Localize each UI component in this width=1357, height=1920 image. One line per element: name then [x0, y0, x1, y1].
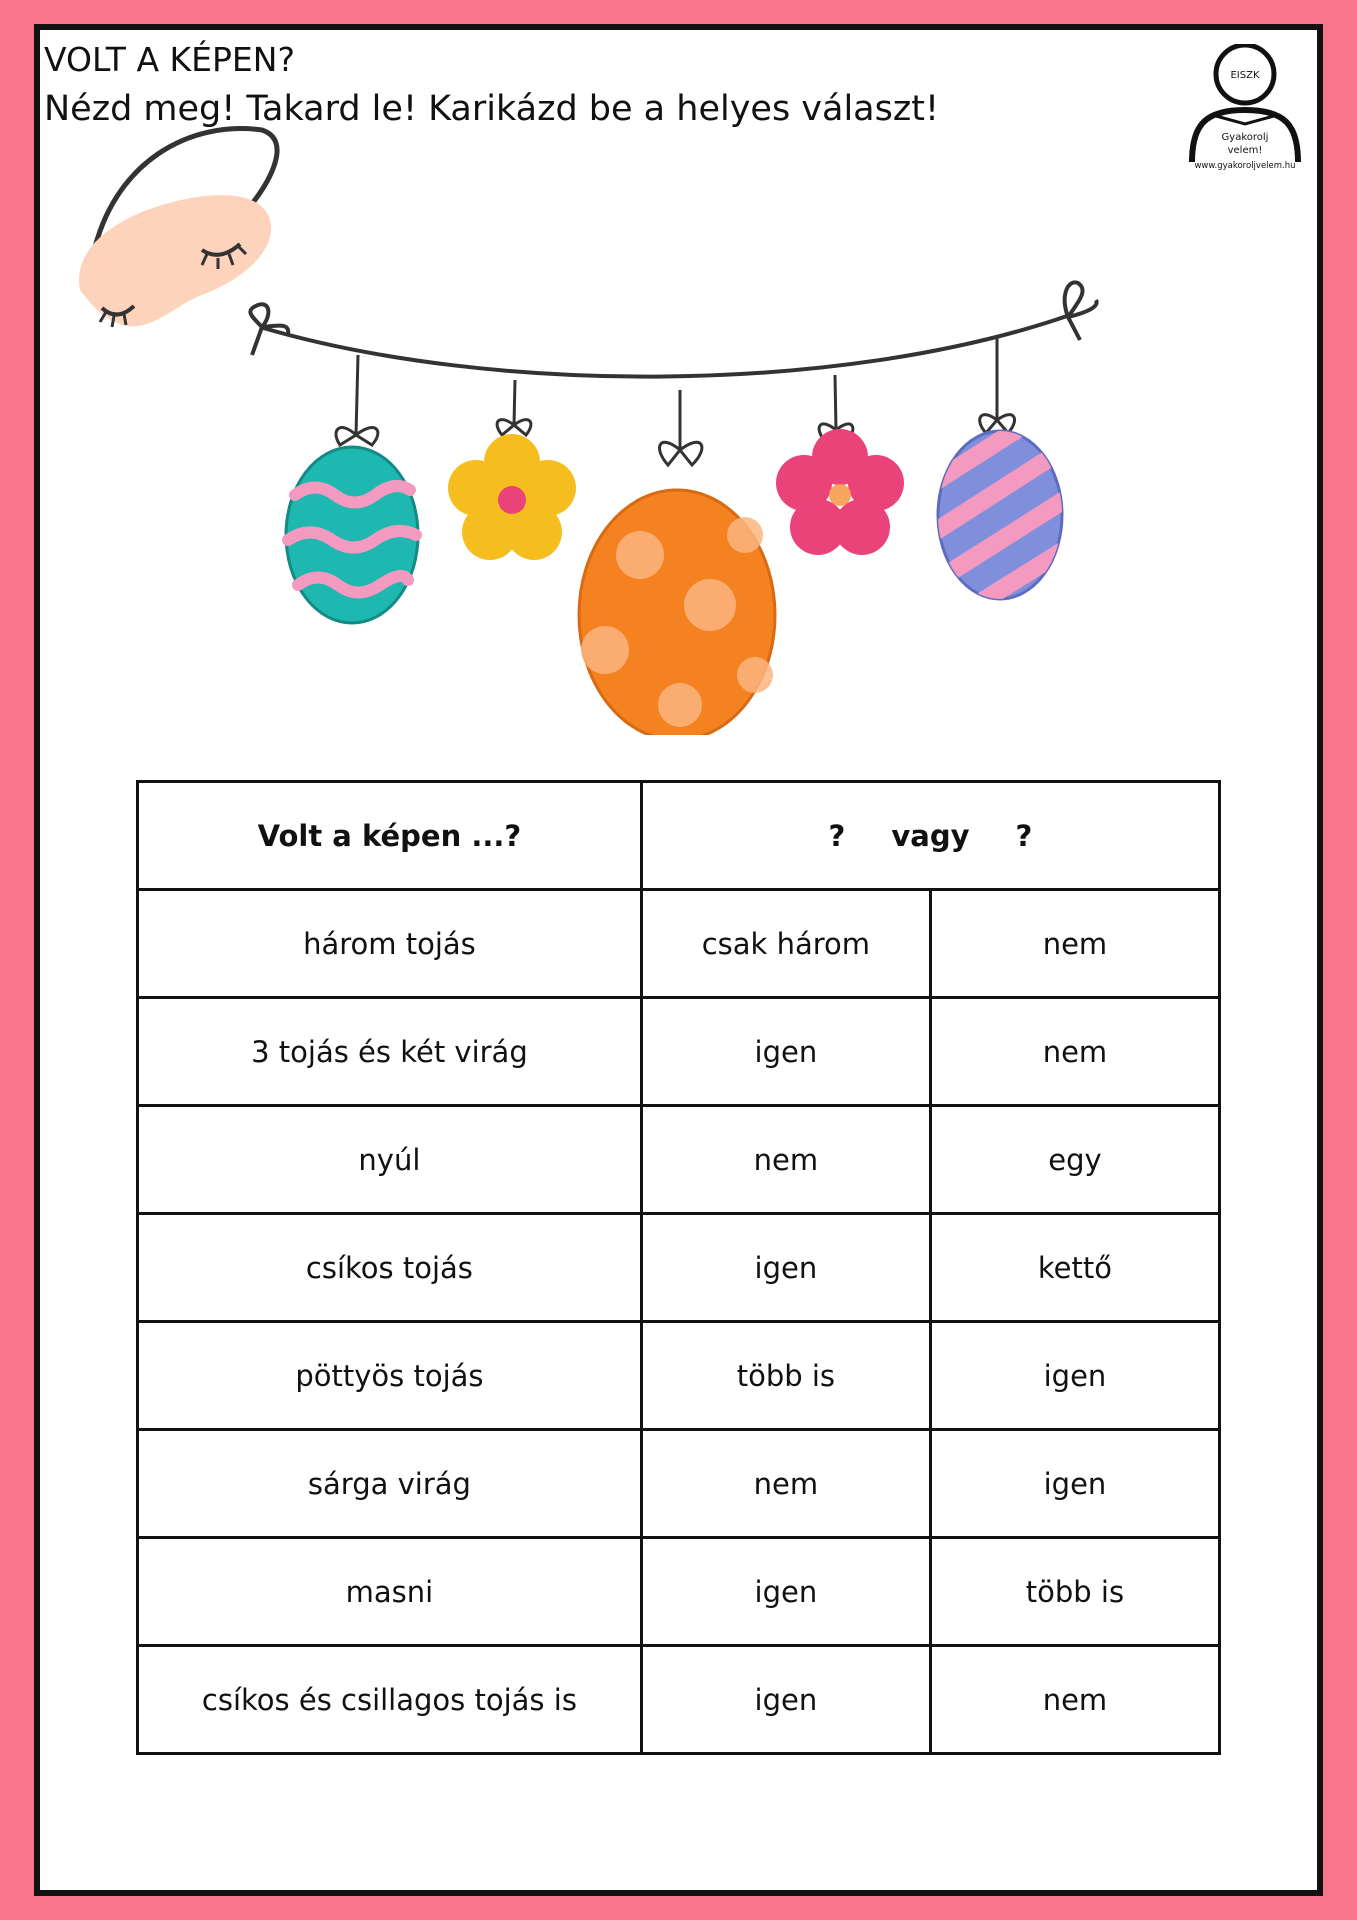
orange-dotted-egg-icon — [579, 490, 775, 735]
answer-option-b[interactable]: nem — [930, 890, 1219, 998]
header-q1: ? — [828, 818, 846, 853]
row-item: 3 tojás és két virág — [138, 998, 642, 1106]
table-row — [138, 1430, 1220, 1538]
table-row — [138, 998, 1220, 1106]
svg-text:EISZK: EISZK — [1230, 70, 1260, 81]
header-options — [641, 782, 1219, 890]
answer-option-b[interactable]: igen — [930, 1430, 1219, 1538]
row-item: sárga virág — [138, 1430, 642, 1538]
row-item: csíkos és csillagos tojás is — [138, 1646, 642, 1754]
table-row — [138, 1106, 1220, 1214]
answer-option-a[interactable]: igen — [641, 1646, 930, 1754]
answer-option-a[interactable]: igen — [641, 998, 930, 1106]
purple-striped-egg-icon — [930, 415, 1080, 615]
row-item: pöttyös tojás — [138, 1322, 642, 1430]
header-question: Volt a képen ...? — [138, 782, 642, 890]
answer-option-b[interactable]: kettő — [930, 1214, 1219, 1322]
eiszk-logo — [1186, 44, 1304, 174]
header-q2: ? — [1015, 818, 1033, 853]
page-title: VOLT A KÉPEN? — [44, 40, 295, 79]
answer-option-a[interactable]: nem — [641, 1430, 930, 1538]
row-item: három tojás — [138, 890, 642, 998]
table-header-row — [138, 782, 1220, 890]
pink-flower-icon — [776, 429, 904, 555]
answer-option-a[interactable]: igen — [641, 1214, 930, 1322]
header-or: vagy — [891, 818, 970, 853]
row-item: csíkos tojás — [138, 1214, 642, 1322]
yellow-flower-icon — [448, 434, 576, 560]
answer-option-a[interactable]: több is — [641, 1322, 930, 1430]
quiz-table — [136, 780, 1221, 1755]
svg-text:velem!: velem! — [1227, 145, 1263, 156]
table-row — [138, 1322, 1220, 1430]
answer-option-b[interactable]: nem — [930, 998, 1219, 1106]
answer-option-a[interactable]: nem — [641, 1106, 930, 1214]
teal-wavy-egg-icon — [286, 447, 418, 623]
table-row — [138, 890, 1220, 998]
answer-option-b[interactable]: több is — [930, 1538, 1219, 1646]
answer-option-b[interactable]: igen — [930, 1322, 1219, 1430]
svg-text:Gyakorolj: Gyakorolj — [1221, 132, 1269, 143]
row-item: masni — [138, 1538, 642, 1646]
table-row — [138, 1214, 1220, 1322]
answer-option-b[interactable]: nem — [930, 1646, 1219, 1754]
table-row — [138, 1646, 1220, 1754]
answer-option-a[interactable]: csak három — [641, 890, 930, 998]
garland-string-icon — [250, 282, 1096, 376]
row-item: nyúl — [138, 1106, 642, 1214]
answer-option-a[interactable]: igen — [641, 1538, 930, 1646]
instruction-text: Nézd meg! Takard le! Karikázd be a helyes választ! — [44, 89, 939, 129]
easter-garland-illustration — [240, 255, 1110, 735]
answer-option-b[interactable]: egy — [930, 1106, 1219, 1214]
svg-text:www.gyakoroljvelem.hu: www.gyakoroljvelem.hu — [1194, 161, 1296, 171]
table-row — [138, 1538, 1220, 1646]
